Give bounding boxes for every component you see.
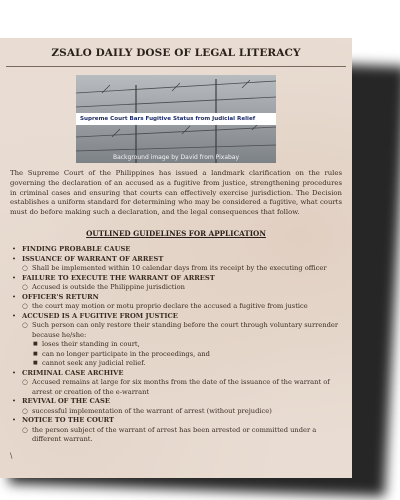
guideline-item — [12, 369, 342, 379]
guideline-heading: ISSUANCE OF WARRANT OF ARREST — [22, 254, 164, 263]
circle-bullet-icon: ○ — [22, 425, 28, 434]
guideline-detail-text: the person subject of the warrant of arrest has been arrested or committed under a different warrant. — [32, 425, 317, 444]
guideline-subdetail-text: can no longer participate in the proceedings, and — [42, 349, 210, 358]
square-bullet-icon: ■ — [33, 350, 38, 357]
guideline-subdetail — [12, 350, 342, 360]
intro-paragraph: The Supreme Court of the Philippines has issued a landmark clarification on the rules governing the declaration of an accused as a fugitive from justice, strengthening procedures in criminal cases and ensuring that courts can effectively exercise jurisdiction. The Decision establishes a uniform standard for determining who may be considered a fugitive, what courts must do before making such a declaration, and the legal consequences that follow. — [10, 169, 342, 217]
bullet-icon: • — [12, 311, 16, 320]
banner-headline: Supreme Court Bars Fugitive Status from Judicial Relief — [76, 113, 276, 125]
guideline-detail-text: Shall be implemented within 10 calendar days from its receipt by the executing officer — [32, 264, 327, 273]
bullet-icon: • — [12, 416, 16, 425]
guideline-item — [12, 397, 342, 407]
guideline-heading: CRIMINAL CASE ARCHIVE — [22, 368, 124, 377]
guideline-subdetail — [12, 359, 342, 369]
guideline-item — [12, 293, 342, 303]
page-mark: \ — [10, 452, 13, 460]
guideline-detail — [12, 321, 342, 340]
guideline-item — [12, 416, 342, 426]
guideline-subdetail-text: cannot seek any judicial relief. — [42, 359, 146, 368]
guideline-subdetail-text: loses their standing in court, — [42, 340, 140, 349]
guideline-detail-text: Such person can only restore their standing before the court through voluntary surrender because he/she: — [32, 321, 339, 339]
bullet-icon: • — [12, 254, 16, 263]
guideline-item — [12, 312, 342, 322]
title-divider — [6, 66, 346, 67]
banner-image — [76, 75, 276, 163]
document-page — [0, 38, 352, 478]
guideline-heading: FINDING PROBABLE CAUSE — [22, 244, 131, 253]
guideline-detail — [12, 426, 342, 445]
page-title: ZSALO DAILY DOSE OF LEGAL LITERACY — [51, 47, 301, 59]
circle-bullet-icon: ○ — [22, 264, 28, 273]
guidelines-list — [12, 245, 342, 445]
guideline-detail — [12, 407, 342, 417]
bullet-icon: • — [12, 292, 16, 301]
guidelines-heading: OUTLINED GUIDELINES FOR APPLICATION — [86, 228, 266, 238]
circle-bullet-icon: ○ — [22, 321, 28, 330]
guideline-item — [12, 274, 342, 284]
circle-bullet-icon: ○ — [22, 406, 28, 415]
bullet-icon: • — [12, 244, 16, 253]
guideline-heading: NOTICE TO THE COURT — [22, 416, 115, 425]
guideline-heading: REVIVAL OF THE CASE — [22, 397, 110, 406]
guideline-heading: FAILURE TO EXECUTE THE WARRANT OF ARREST — [22, 273, 215, 282]
guideline-subdetail — [12, 340, 342, 350]
guideline-detail — [12, 283, 342, 293]
image-credit: Background image by David from Pixabay — [112, 154, 240, 161]
guideline-heading: ACCUSED IS A FUGITIVE FROM JUSTICE — [22, 311, 178, 320]
circle-bullet-icon: ○ — [22, 378, 28, 387]
bullet-icon: • — [12, 273, 16, 282]
guideline-detail-text: Accused is outside the Philippine jurisdiction — [32, 283, 185, 292]
guideline-item — [12, 255, 342, 265]
circle-bullet-icon: ○ — [22, 302, 28, 311]
guideline-item — [12, 245, 342, 255]
square-bullet-icon: ■ — [33, 341, 38, 348]
guideline-detail-text: the court may motion or motu proprio declare the accused a fugitive from justice — [32, 302, 308, 311]
guideline-detail — [12, 264, 342, 274]
circle-bullet-icon: ○ — [22, 283, 28, 292]
guideline-detail-text: Accused remains at large for six months from the date of the issuance of the warrant of arrest or creation of the e-warrant — [32, 378, 330, 396]
guideline-detail — [12, 378, 342, 397]
guideline-heading: OFFICER'S RETURN — [22, 292, 99, 301]
square-bullet-icon: ■ — [33, 360, 38, 367]
guideline-detail-text: successful implementation of the warrant of arrest (without prejudice) — [32, 406, 272, 415]
bullet-icon: • — [12, 368, 16, 377]
bullet-icon: • — [12, 397, 16, 406]
guideline-detail — [12, 302, 342, 312]
